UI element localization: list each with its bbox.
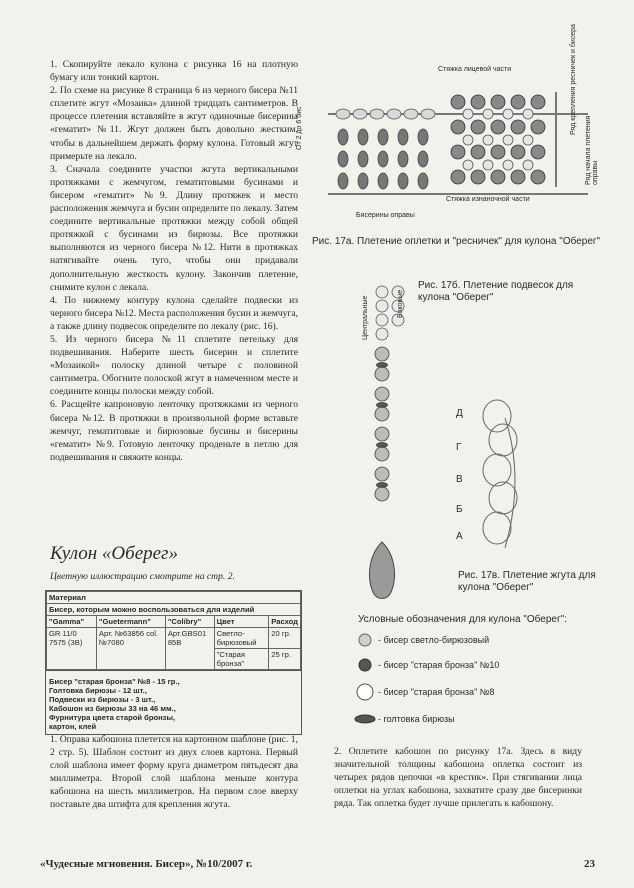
table-row: "Старая бронза" 25 гр. <box>47 649 301 670</box>
column-header: Цвет <box>214 616 269 628</box>
figure-17v-diagram <box>465 398 535 563</box>
step-2-text: 2. Оплетите кабошон по рисунку 17а. Здесь в виду значительной толщины кабошона оплетка состоит из четырех рядов цепочки «в крестик». При стягивании лица оплетки на углах кабошона, захватите сразу две бисеринки ряда. Так оплетка будет лучше прилегать к кабошону. <box>334 746 582 810</box>
label-face-tie: Стяжка лицевой части <box>438 66 512 73</box>
column-header: Расход <box>269 616 301 628</box>
paragraph: 1. Скопируйте лекало кулона с рисунка 16 на плотную бумагу или тонкий картон. <box>50 59 298 84</box>
journal-footer: «Чудесные мгновения. Бисер», №10/2007 г. <box>40 858 253 870</box>
paragraph: 5. Из черного бисера №11 сплетите петельку для подвешивания. Наберите шесть бисерин и сплетите «Мозаикой» полоску длиной четыре с половиной сантиметра. Обогните полоской жгут в намеченном месте и соедините концы полоски между собой. <box>50 333 298 398</box>
label-lashes-row: Ряд крепления ресничек и бисера <box>570 24 577 135</box>
legend-icons <box>350 630 378 730</box>
column-header: "Guetermann" <box>96 616 165 628</box>
label-central: Центральные <box>362 295 369 340</box>
label-start-row: Ряд начала плетения оправы <box>585 115 599 185</box>
table-row: GR 11/0 7575 (3B) Арт. №63856 col. №7080 Арт.GBS01 85B Светло-бирюзовый 20 гр. <box>47 628 301 649</box>
label-side: Боковые <box>397 289 404 318</box>
figure-17v-caption: Рис. 17в. Плетение жгута для кулона "Оберег" <box>458 570 596 593</box>
legend-item: - бисер "старая бронза" №10 <box>378 660 500 670</box>
legend-item: - бисер светло-бирюзовый <box>378 635 490 645</box>
figure-17b-diagram <box>362 282 422 612</box>
label-frame-beads: Бисерины оправы <box>356 212 415 219</box>
paragraph: 4. По нижнему контуру кулона сделайте подвески из черного бисера №12. Места расположения бусин и жемчуга, а также длину подвесок определите по лекалу (рис. 16). <box>50 294 298 332</box>
letter-v: В <box>456 474 463 485</box>
column-header: "Gamma" <box>47 616 97 628</box>
column-header: "Colibry" <box>165 616 214 628</box>
letter-g: Г <box>456 442 462 453</box>
section-subtitle: Цветную иллюстрацию смотрите на стр. 2. <box>50 571 235 582</box>
step-1-text: 1. Оправа кабошона плетется на картонном шаблоне (рис. 1, 2 стр. 5). Шаблон состоит из двух слоев картона. Первый слой шаблона имеет форму круга диаметром пятьдесят два миллиметра. Второй слой шаблона меньше контура кабошона на шесть миллиметров. На первом слое вверху поставьте два штифта для крепления жгута. <box>50 734 298 811</box>
paragraph: 6. Расщейте капроновую ленточку протяжками из черного бисера №12. В протяжки в произвольной форме вставьте жемчуг, гематитовые и бирюзовые бусины и бисерины «гематит» №9. Готовую ленточку проденьте в петлю для подвешивания и свяжите концы. <box>50 399 298 463</box>
figure-17a-diagram <box>308 62 608 237</box>
materials-extra: Бисер "старая бронза" №8 - 15 гр., Голтовка бирюзы - 12 шт., Подвески из бирюзы - 3 шт., Кабошон из бирюзы 33 на 46 мм., Фурнитура цвета старой бронзы, картон, клей <box>46 670 301 734</box>
legend-item: - голтовка бирюзы <box>378 714 455 724</box>
section-title: Кулон «Оберег» <box>50 543 178 564</box>
label-back-tie: Стяжка изнаночной части <box>446 196 530 203</box>
legend-title: Условные обозначения для кулона "Оберег": <box>358 614 567 625</box>
materials-header: Материал <box>47 592 301 604</box>
paragraph: 3. Сначала соедините участки жгута вертикальными протяжками с жемчугом, гематитовыми бусинами и бисером «гематит» №9. Длину протяжек и место расположения жемчуга и бусин определите по лекалу. Затем соедините вертикальные протяжки между собой общей протяжкой с бусинами из бирюзы. Все протяжки выполняются из черного бисера №12. Нити в протяжках натягивайте очень туго, чтобы они придавали дополнительную жесткость кулону. Закончив плетение, снимите кулон с лекала. <box>50 163 298 293</box>
letter-b: Б <box>456 504 463 515</box>
figure-17a-caption: Рис. 17а. Плетение оплетки и "ресничек" для кулона "Оберег" <box>312 236 601 247</box>
materials-table <box>45 590 302 735</box>
letter-d: Д <box>456 408 463 419</box>
materials-subheader: Бисер, которым можно воспользоваться для изделий <box>47 604 301 616</box>
page-number: 23 <box>584 858 595 870</box>
figure-17b-caption: Рис. 17б. Плетение подвесок для кулона "Оберег" <box>418 280 574 303</box>
letter-a: А <box>456 531 463 542</box>
instructions-text <box>50 58 298 464</box>
label-bead-count: От 2 до 6 бис <box>296 106 303 150</box>
paragraph: 2. По схеме на рисунке 8 страница 6 из черного бисера №11 сплетите жгут «Мозаика» длиной тридцать сантиметров. В процессе плетения вставляйте в жгут одиночные бисерины «гематит» №11. Жгут должен быть довольно жестким, чтобы в дальнейшем держать форму кулона. Готовый жгут примерьте на лекало. <box>50 85 298 162</box>
legend-item: - бисер "старая бронза" №8 <box>378 687 495 697</box>
